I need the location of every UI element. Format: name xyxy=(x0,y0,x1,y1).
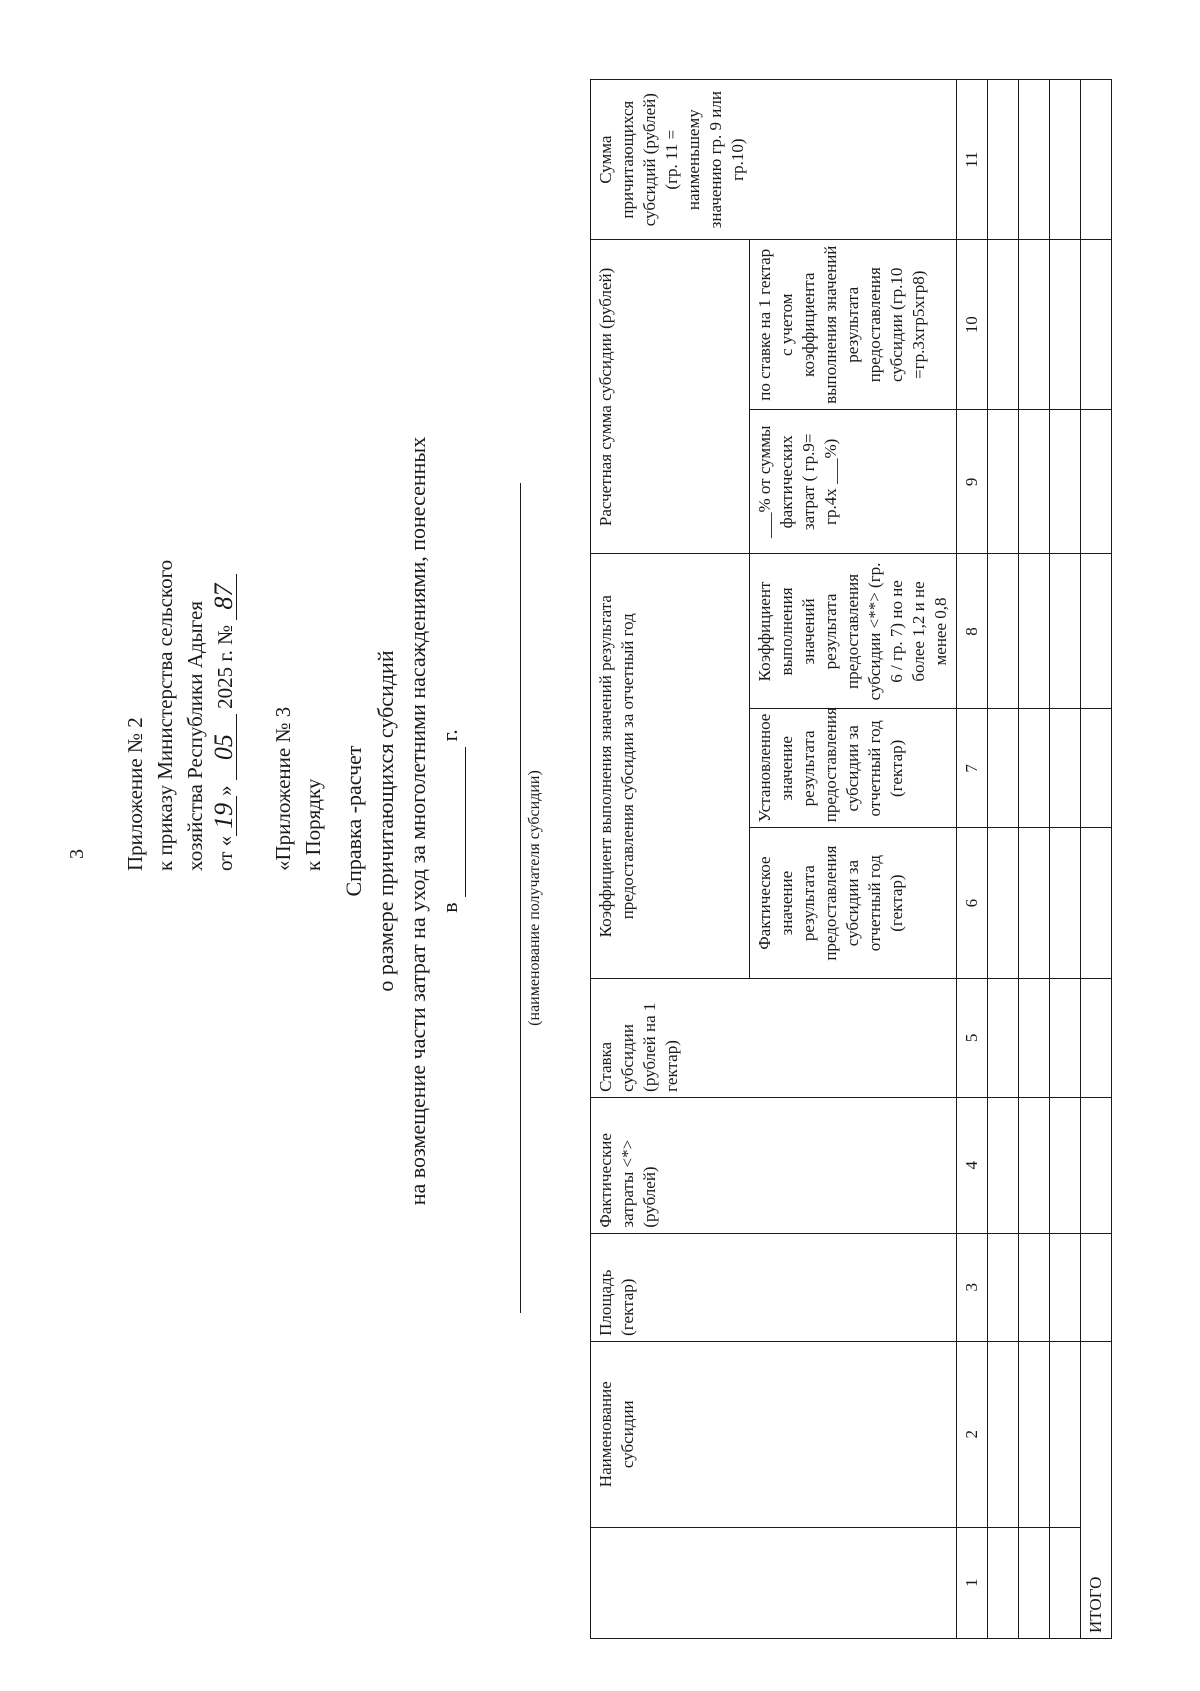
title-line: о размере причитающихся субсидий xyxy=(373,650,398,992)
header-coefficient-group: Коэффициент выполнения значений результата предоставления субсидии за отчетный год xyxy=(591,554,750,978)
table-cell xyxy=(1081,240,1112,410)
table-cell xyxy=(1081,1097,1112,1233)
recipient-underline xyxy=(520,483,521,1313)
title-line: Справка -расчет xyxy=(341,745,366,897)
total-row xyxy=(1081,80,1112,1639)
table-cell xyxy=(988,554,1019,709)
table-cell xyxy=(1050,80,1081,240)
table-cell xyxy=(1050,978,1081,1097)
column-number: 8 xyxy=(957,554,988,709)
table-cell xyxy=(988,828,1019,979)
date-prefix: от « xyxy=(213,835,237,871)
appendix-line: к приказу Министерства сельского xyxy=(153,559,177,871)
date-mid: » xyxy=(213,785,237,796)
table-cell xyxy=(1050,1527,1081,1638)
subsidy-table xyxy=(590,79,1112,1639)
table-cell xyxy=(1019,1341,1050,1527)
table-cell xyxy=(1050,828,1081,979)
table-cell xyxy=(1019,1233,1050,1341)
table-cell xyxy=(988,240,1019,410)
column-number: 9 xyxy=(957,410,988,554)
header-actual-costs: Фактические затраты <*> (рублей) xyxy=(591,1097,957,1233)
subheader-col9: ___% от суммы фактических затрат ( гр.9= гр.4х ___%) xyxy=(750,410,957,554)
column-number: 7 xyxy=(957,709,988,828)
table-cell xyxy=(1019,80,1050,240)
table-cell xyxy=(1019,828,1050,979)
table-row xyxy=(988,80,1019,1639)
table-cell xyxy=(988,1527,1019,1638)
table-row xyxy=(1019,80,1050,1639)
table-cell xyxy=(988,80,1019,240)
column-number-row xyxy=(957,80,988,1639)
table-cell xyxy=(1081,978,1112,1097)
table-cell xyxy=(1019,410,1050,554)
subheader-col7: Установленное значение результата предоставления субсидии за отчетный год (гектар) xyxy=(750,709,957,828)
column-number: 4 xyxy=(957,1097,988,1233)
header-calculated-group: Расчетная сумма субсидии (рублей) xyxy=(591,240,750,554)
column-number: 10 xyxy=(957,240,988,410)
year-blank xyxy=(445,747,466,897)
table-cell xyxy=(988,1341,1019,1527)
column-number: 3 xyxy=(957,1233,988,1341)
subheader-col10: по ставке на 1 гектар с учетом коэффициента выполнения значений результата предоставления субсидии (гр.10 =гр.3хгр5хгр8) xyxy=(750,240,957,410)
document-title xyxy=(338,321,466,1321)
handwritten-month: 05 xyxy=(212,714,237,780)
table-cell xyxy=(1019,240,1050,410)
appendix-date-line xyxy=(210,560,240,871)
handwritten-order-number: 87 xyxy=(212,574,237,620)
table-cell xyxy=(1050,709,1081,828)
header-due-sum: Сумма причитающихся субсидий (рублей) (гр. 11 = наименьшему значению гр. 9 или гр.10) xyxy=(591,80,957,240)
table-cell xyxy=(1019,1097,1050,1233)
column-number: 6 xyxy=(957,828,988,979)
table-cell xyxy=(1081,554,1112,709)
page-number: 3 xyxy=(66,849,88,859)
header-rate: Ставка субсидии (рублей на 1 гектар) xyxy=(591,978,957,1097)
appendix-line: хозяйства Республики Адыгея xyxy=(183,601,207,871)
column-number: 2 xyxy=(957,1341,988,1527)
subheader-col8: Коэффициент выполнения значений результата предоставления субсидии <**> (гр. 6 / гр. 7) но не более 1,2 и не менее 0,8 xyxy=(750,554,957,709)
column-number: 1 xyxy=(957,1527,988,1638)
column-number: 5 xyxy=(957,978,988,1097)
date-year: 2025 г. № xyxy=(213,624,237,709)
table-cell xyxy=(1019,1527,1050,1638)
title-year-suffix: г. xyxy=(437,729,462,742)
table-cell xyxy=(1050,240,1081,410)
appendix-line: Приложение № 2 xyxy=(123,717,147,871)
table-cell xyxy=(1081,709,1112,828)
table-cell xyxy=(1081,410,1112,554)
table-cell xyxy=(1081,80,1112,240)
title-line: на возмещение части затрат на уход за многолетними насаждениями, понесенных xyxy=(405,436,430,1206)
table-cell xyxy=(1019,554,1050,709)
table-cell xyxy=(988,709,1019,828)
header-cell-empty xyxy=(591,1527,957,1638)
appendix-line: к Порядку xyxy=(301,778,325,871)
table-cell xyxy=(1050,1341,1081,1527)
handwritten-day: 19 xyxy=(212,796,237,836)
header-area: Площадь (гектар) xyxy=(591,1233,957,1341)
table-cell xyxy=(1050,554,1081,709)
title-in: в xyxy=(437,902,462,913)
appendix-block xyxy=(120,560,328,871)
table-cell xyxy=(988,978,1019,1097)
title-year-line xyxy=(434,321,466,1321)
table-row xyxy=(1050,80,1081,1639)
header-name: Наименование субсидии xyxy=(591,1341,957,1527)
table-cell xyxy=(1050,1233,1081,1341)
table-cell xyxy=(988,1097,1019,1233)
table-cell xyxy=(988,1233,1019,1341)
column-number: 11 xyxy=(957,80,988,240)
appendix-line: «Приложение № 3 xyxy=(271,706,295,871)
recipient-caption: (наименование получателя субсидии) xyxy=(526,770,543,1026)
table-cell xyxy=(1050,1097,1081,1233)
table-cell xyxy=(1019,978,1050,1097)
table-cell xyxy=(1081,1233,1112,1341)
total-label: ИТОГО xyxy=(1081,1341,1112,1638)
header-row xyxy=(591,80,750,1639)
table-cell xyxy=(988,410,1019,554)
table-cell xyxy=(1019,709,1050,828)
table-cell xyxy=(1081,828,1112,979)
subheader-col6: Фактическое значение результата предоставления субсидии за отчетный год (гектар) xyxy=(750,828,957,979)
table-cell xyxy=(1050,410,1081,554)
